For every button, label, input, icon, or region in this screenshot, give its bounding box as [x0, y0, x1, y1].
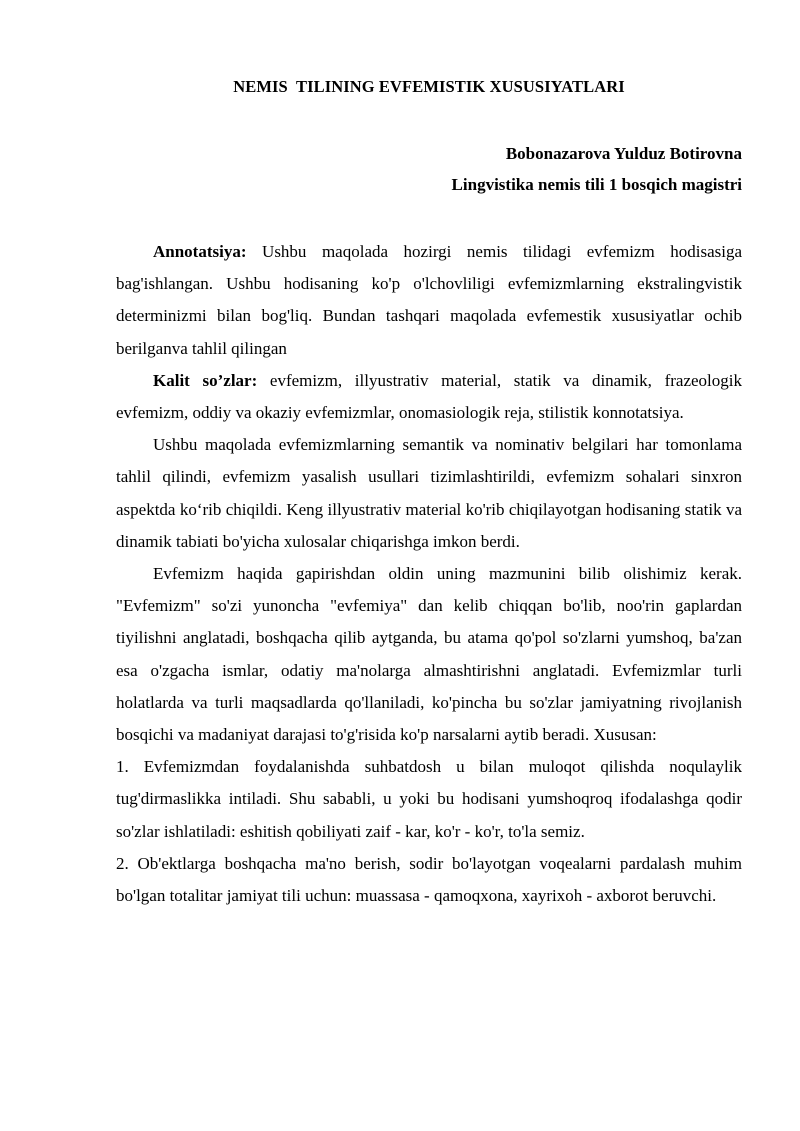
- paper-title: NEMIS TILINING EVFEMISTIK XUSUSIYATLARI: [233, 77, 625, 96]
- list-item: 1. Evfemizmdan foydalanishda suhbatdosh u bilan muloqot qilishda noqulaylik tug'dirmaslikka intiladi. Shu sababli, u yoki bu hodisani yumshoqroq ifodalashga qodir so'zlar ishlatiladi: eshitish qobiliyati zaif - kar, ko'r - ko'r, to'la semiz.: [116, 757, 742, 841]
- keywords-text: evfemizm, illyustrativ material, statik va dinamik, frazeologik evfemizm, oddiy va okaziy evfemizmlar, onomasiologik reja, stilistik konnotatsiya.: [116, 370, 742, 423]
- keywords-paragraph: [116, 365, 742, 429]
- author-name: Bobonazarova Yulduz Botirovna: [505, 144, 742, 163]
- abstract-text: Ushbu maqolada hozirgi nemis tilidagi evfemizm hodisasiga bag'ishlangan. Ushbu hodisaning ko'p o'lchovliligi evfemizmlarning ekstralingvistik determinizmi bilan bog'liq. Bundan tashqari maqolada evfemestik xususiyatlar ochib berilganva tahlil qilingan: [116, 242, 742, 358]
- keywords-label: Kalit so’zlar:: [153, 370, 258, 390]
- list-item: 2. Ob'ektlarga boshqacha ma'no berish, sodir bo'layotgan voqealarni pardalash muhim bo'lgan totalitar jamiyat tili uchun: muassasa - qamoqxona, xayrixoh - axborot beruvchi.: [116, 853, 742, 906]
- author-affiliation: Lingvistika nemis tili 1 bosqich magistri: [451, 175, 742, 194]
- paper-body: [116, 236, 742, 912]
- abstract-paragraph: [116, 236, 742, 365]
- abstract-label: Annotatsiya:: [153, 242, 247, 261]
- body-paragraph: Evfemizm haqida gapirishdan oldin uning mazmunini bilib olishimiz kerak. "Evfemizm" so'zi yunoncha "evfemiya" dan kelib chiqqan bo'lib, noo'rin gaplardan tiyilishni anglatadi, boshqacha qilib aytganda, bu atama qo'pol so'zlarni yumshoq, ba'zan esa o'zgacha ismlar, odatiy ma'nolarga almashtirishni anglatadi. Evfemizmlar turli holatlarda va turli maqsadlarda qo'llaniladi, ko'pincha bu so'zlar jamiyatning rivojlanish bosqichi va madaniyat darajasi to'g'risida ko'p narsalarni aytib beradi. Xususan:: [116, 564, 742, 745]
- body-paragraph: Ushbu maqolada evfemizmlarning semantik va nominativ belgilari har tomonlama tahlil qilindi, evfemizm yasalish usullari tizimlashtirildi, evfemizm sohalari sinxron aspektda ko‘rib chiqildi. Keng illyustrativ material ko'rib chiqilayotgan hodisaning statik va dinamik tabiati bo'yicha xulosalar chiqarishga imkon berdi.: [116, 435, 742, 551]
